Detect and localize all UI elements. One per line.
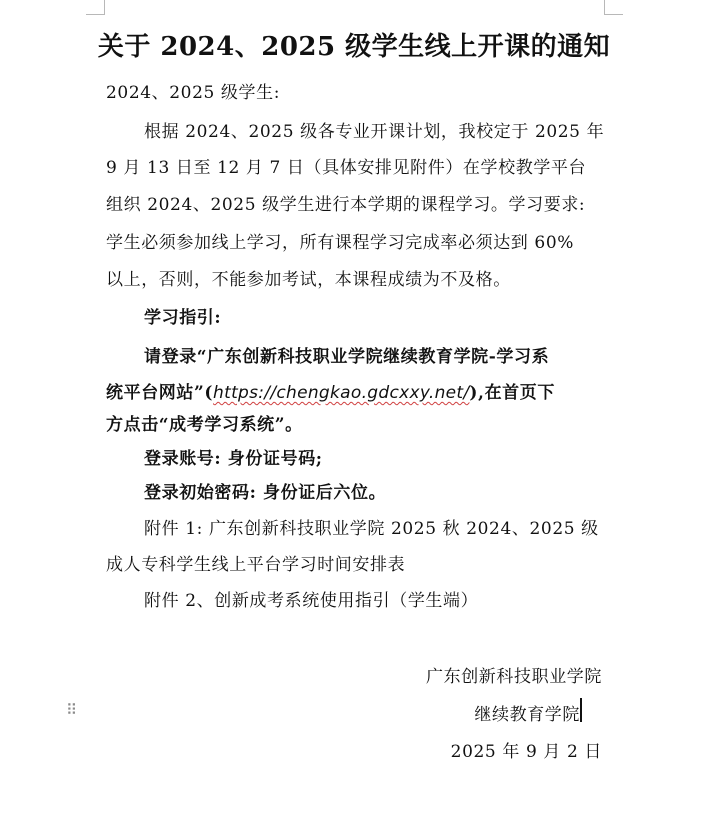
signature-school: 广东创新科技职业学院 — [426, 667, 602, 687]
salutation: 2024、2025 级学生: — [106, 83, 281, 103]
page-corner-marker-right — [604, 0, 623, 15]
login-suffix: ),在首页下 — [469, 383, 555, 403]
signature-department: 继续教育学院 — [474, 705, 580, 725]
platform-url-link[interactable]: https://chengkao.gdcxxy.net/ — [213, 383, 470, 403]
attachment-2: 附件 2、创新成考系统使用指引（学生端） — [144, 591, 479, 611]
body-line-1: 根据 2024、2025 级各专业开课计划，我校定于 2025 年 — [144, 122, 605, 142]
document-title: 关于 2024、2025 级学生线上开课的通知 — [97, 32, 611, 62]
body-line-3: 组织 2024、2025 级学生进行本学期的课程学习。学习要求: — [106, 195, 586, 215]
guide-heading: 学习指引: — [144, 308, 222, 328]
page-corner-marker-left — [86, 0, 105, 15]
attachment-1-line-1: 附件 1: 广东创新科技职业学院 2025 秋 2024、2025 级 — [144, 519, 599, 539]
body-line-4: 学生必须参加线上学习，所有课程学习完成率必须达到 60% — [106, 233, 574, 253]
signature-date: 2025 年 9 月 2 日 — [450, 742, 602, 762]
body-line-2: 9 月 13 日至 12 月 7 日（具体安排见附件）在学校教学平台 — [106, 158, 587, 178]
login-account: 登录账号: 身份证号码; — [144, 449, 323, 469]
text-cursor — [580, 698, 582, 722]
login-instruction-line-2 — [106, 378, 555, 403]
login-prefix: 统平台网站”( — [106, 383, 214, 403]
login-instruction-line-3: 方点击“成考学习系统”。 — [106, 415, 303, 435]
login-instruction-line-1: 请登录“广东创新科技职业学院继续教育学院-学习系 — [144, 347, 550, 367]
drag-handle-icon[interactable]: ⠿ — [66, 701, 76, 719]
body-line-5: 以上，否则，不能参加考试，本课程成绩为不及格。 — [106, 270, 511, 290]
login-password: 登录初始密码: 身份证后六位。 — [144, 483, 387, 503]
attachment-1-line-2: 成人专科学生线上平台学习时间安排表 — [106, 555, 406, 575]
